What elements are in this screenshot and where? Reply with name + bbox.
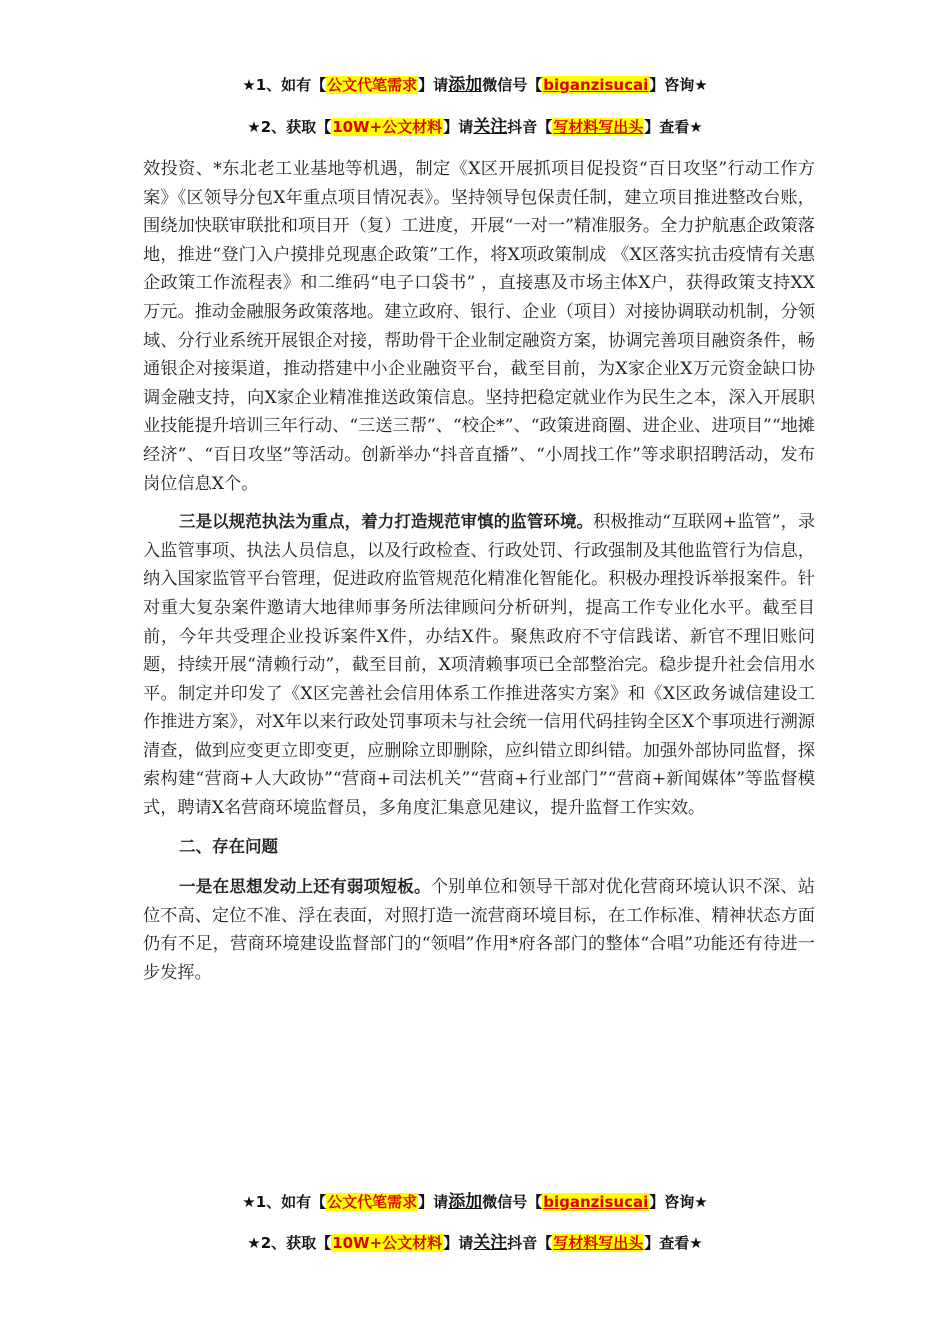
banner-text: ★1、如有【 (242, 76, 327, 94)
bottom-banner-line-1 (0, 1187, 950, 1212)
banner-text: 】请 (443, 118, 474, 136)
douyin-account[interactable]: 写材料写出头 (553, 1234, 644, 1252)
section-heading: 二、存在问题 (179, 836, 278, 856)
highlight-service: 公文代笔需求 (327, 76, 418, 94)
highlight-materials: 10W+公文材料 (332, 1234, 443, 1252)
paragraph (143, 873, 815, 987)
bottom-banner-line-2 (0, 1228, 950, 1253)
paragraph (143, 508, 815, 823)
banner-text: 】请 (418, 1193, 449, 1211)
wechat-id[interactable]: biganzisucai (543, 1193, 649, 1211)
paragraph: 效投资、*东北老工业基地等机遇，制定《X区开展抓项目促投资“百日攻坚”行动工作方案》《区领导分包X年重点项目情况表》。坚持领导包保责任制，建立项目推进整改台账，围绕加快联审联批和项目开（复）工进度，开展“一对一”精准服务。全力护航惠企政策落地，推进“登门入户摸排兑现惠企政策”工作，将X项政策制成 《X区落实抗击疫情有关惠企政策工作流程表》和二维码“电子口袋书” ，直接惠及市场主体X户，获得政策支持XX万元。推动金融服务政策落地。建立政府、银行、企业（项目）对接协调联动机制，分领域、分行业系统开展银企对接，帮助骨干企业制定融资方案，协调完善项目融资条件，畅通银企对接渠道，推动搭建中小企业融资平台，截至目前，为X家企业X万元资金缺口协调金融支持，向X家企业精准推送政策信息。坚持把稳定就业作为民生之本，深入开展职业技能提升培训三年行动、“三送三帮”、“校企*”、“政策进商圈、进企业、进项目”“地摊经济”、“百日攻坚”等活动。创新举办“抖音直播”、“小周找工作”等求职招聘活动，发布岗位信息X个。 (143, 159, 815, 494)
underlined-word: 关注 (473, 117, 508, 137)
highlight-service: 公文代笔需求 (327, 1193, 418, 1211)
banner-text: ★1、如有【 (242, 1193, 327, 1211)
banner-text: 】请 (443, 1234, 474, 1252)
banner-text: 抖音【 (507, 118, 553, 136)
highlight-materials: 10W+公文材料 (332, 118, 443, 136)
banner-text: ★2、获取【 (247, 1234, 332, 1252)
paragraph-text: 个别单位和领导干部对优化营商环境认识不深、站位不高、定位不准、浮在表面，对照打造一流营商环境目标，在工作标准、精神状态方面仍有不足，营商环境建设监督部门的“领唱”作用*府各部门的整体“合唱”功能还有待进一步发挥。 (143, 877, 815, 984)
underlined-word: 添加 (448, 75, 483, 95)
banner-text: ★2、获取【 (247, 118, 332, 136)
wechat-id[interactable]: biganzisucai (543, 76, 649, 94)
paragraph-text: 积极推动“互联网+监管”，录入监管事项、执法人员信息，以及行政检查、行政处罚、行政强制及其他监管行为信息，纳入国家监管平台管理，促进政府监管规范化精准化智能化。积极办理投诉举报案件。针对重大复杂案件邀请大地律师事务所法律顾问分析研判，提高工作专业化水平。截至目前，今年共受理企业投诉案件X件，办结X件。聚焦政府不守信践诺、新官不理旧账问题，持续开展“清赖行动”，截至目前，X项清赖事项已全部整治完。稳步提升社会信用水平。制定并印发了《X区完善社会信用体系工作推进落实方案》和《X区政务诚信建设工作推进方案》，对X年以来行政处罚事项未与社会统一信用代码挂钩全区X个事项进行溯源清查，做到应变更立即变更，应删除立即删除，应纠错立即纠错。加强外部协同监督，探索构建“营商+人大政协”“营商+司法机关”“营商+行业部门”“营商+新闻媒体”等监督模式，聘请X名营商环境监督员，多角度汇集意见建议，提升监督工作实效。 (143, 512, 816, 819)
douyin-account[interactable]: 写材料写出头 (553, 118, 644, 136)
banner-text: 抖音【 (507, 1234, 553, 1252)
underlined-word: 添加 (448, 1192, 483, 1212)
top-banner-line-2 (0, 112, 950, 137)
banner-text: 】请 (418, 76, 449, 94)
banner-text: 】咨询★ (649, 1193, 708, 1211)
paragraph-lead: 三是以规范执法为重点，着力打造规范审慎的监管环境。 (179, 512, 594, 532)
banner-text: 微信号【 (482, 1193, 543, 1211)
top-banner-line-1 (0, 70, 950, 95)
banner-text: 】查看★ (644, 118, 703, 136)
banner-text: 微信号【 (482, 76, 543, 94)
paragraph-lead: 一是在思想发动上还有弱项短板。 (179, 877, 431, 897)
banner-text: 】查看★ (644, 1234, 703, 1252)
banner-text: 】咨询★ (649, 76, 708, 94)
underlined-word: 关注 (473, 1233, 508, 1253)
document-body (143, 155, 815, 998)
